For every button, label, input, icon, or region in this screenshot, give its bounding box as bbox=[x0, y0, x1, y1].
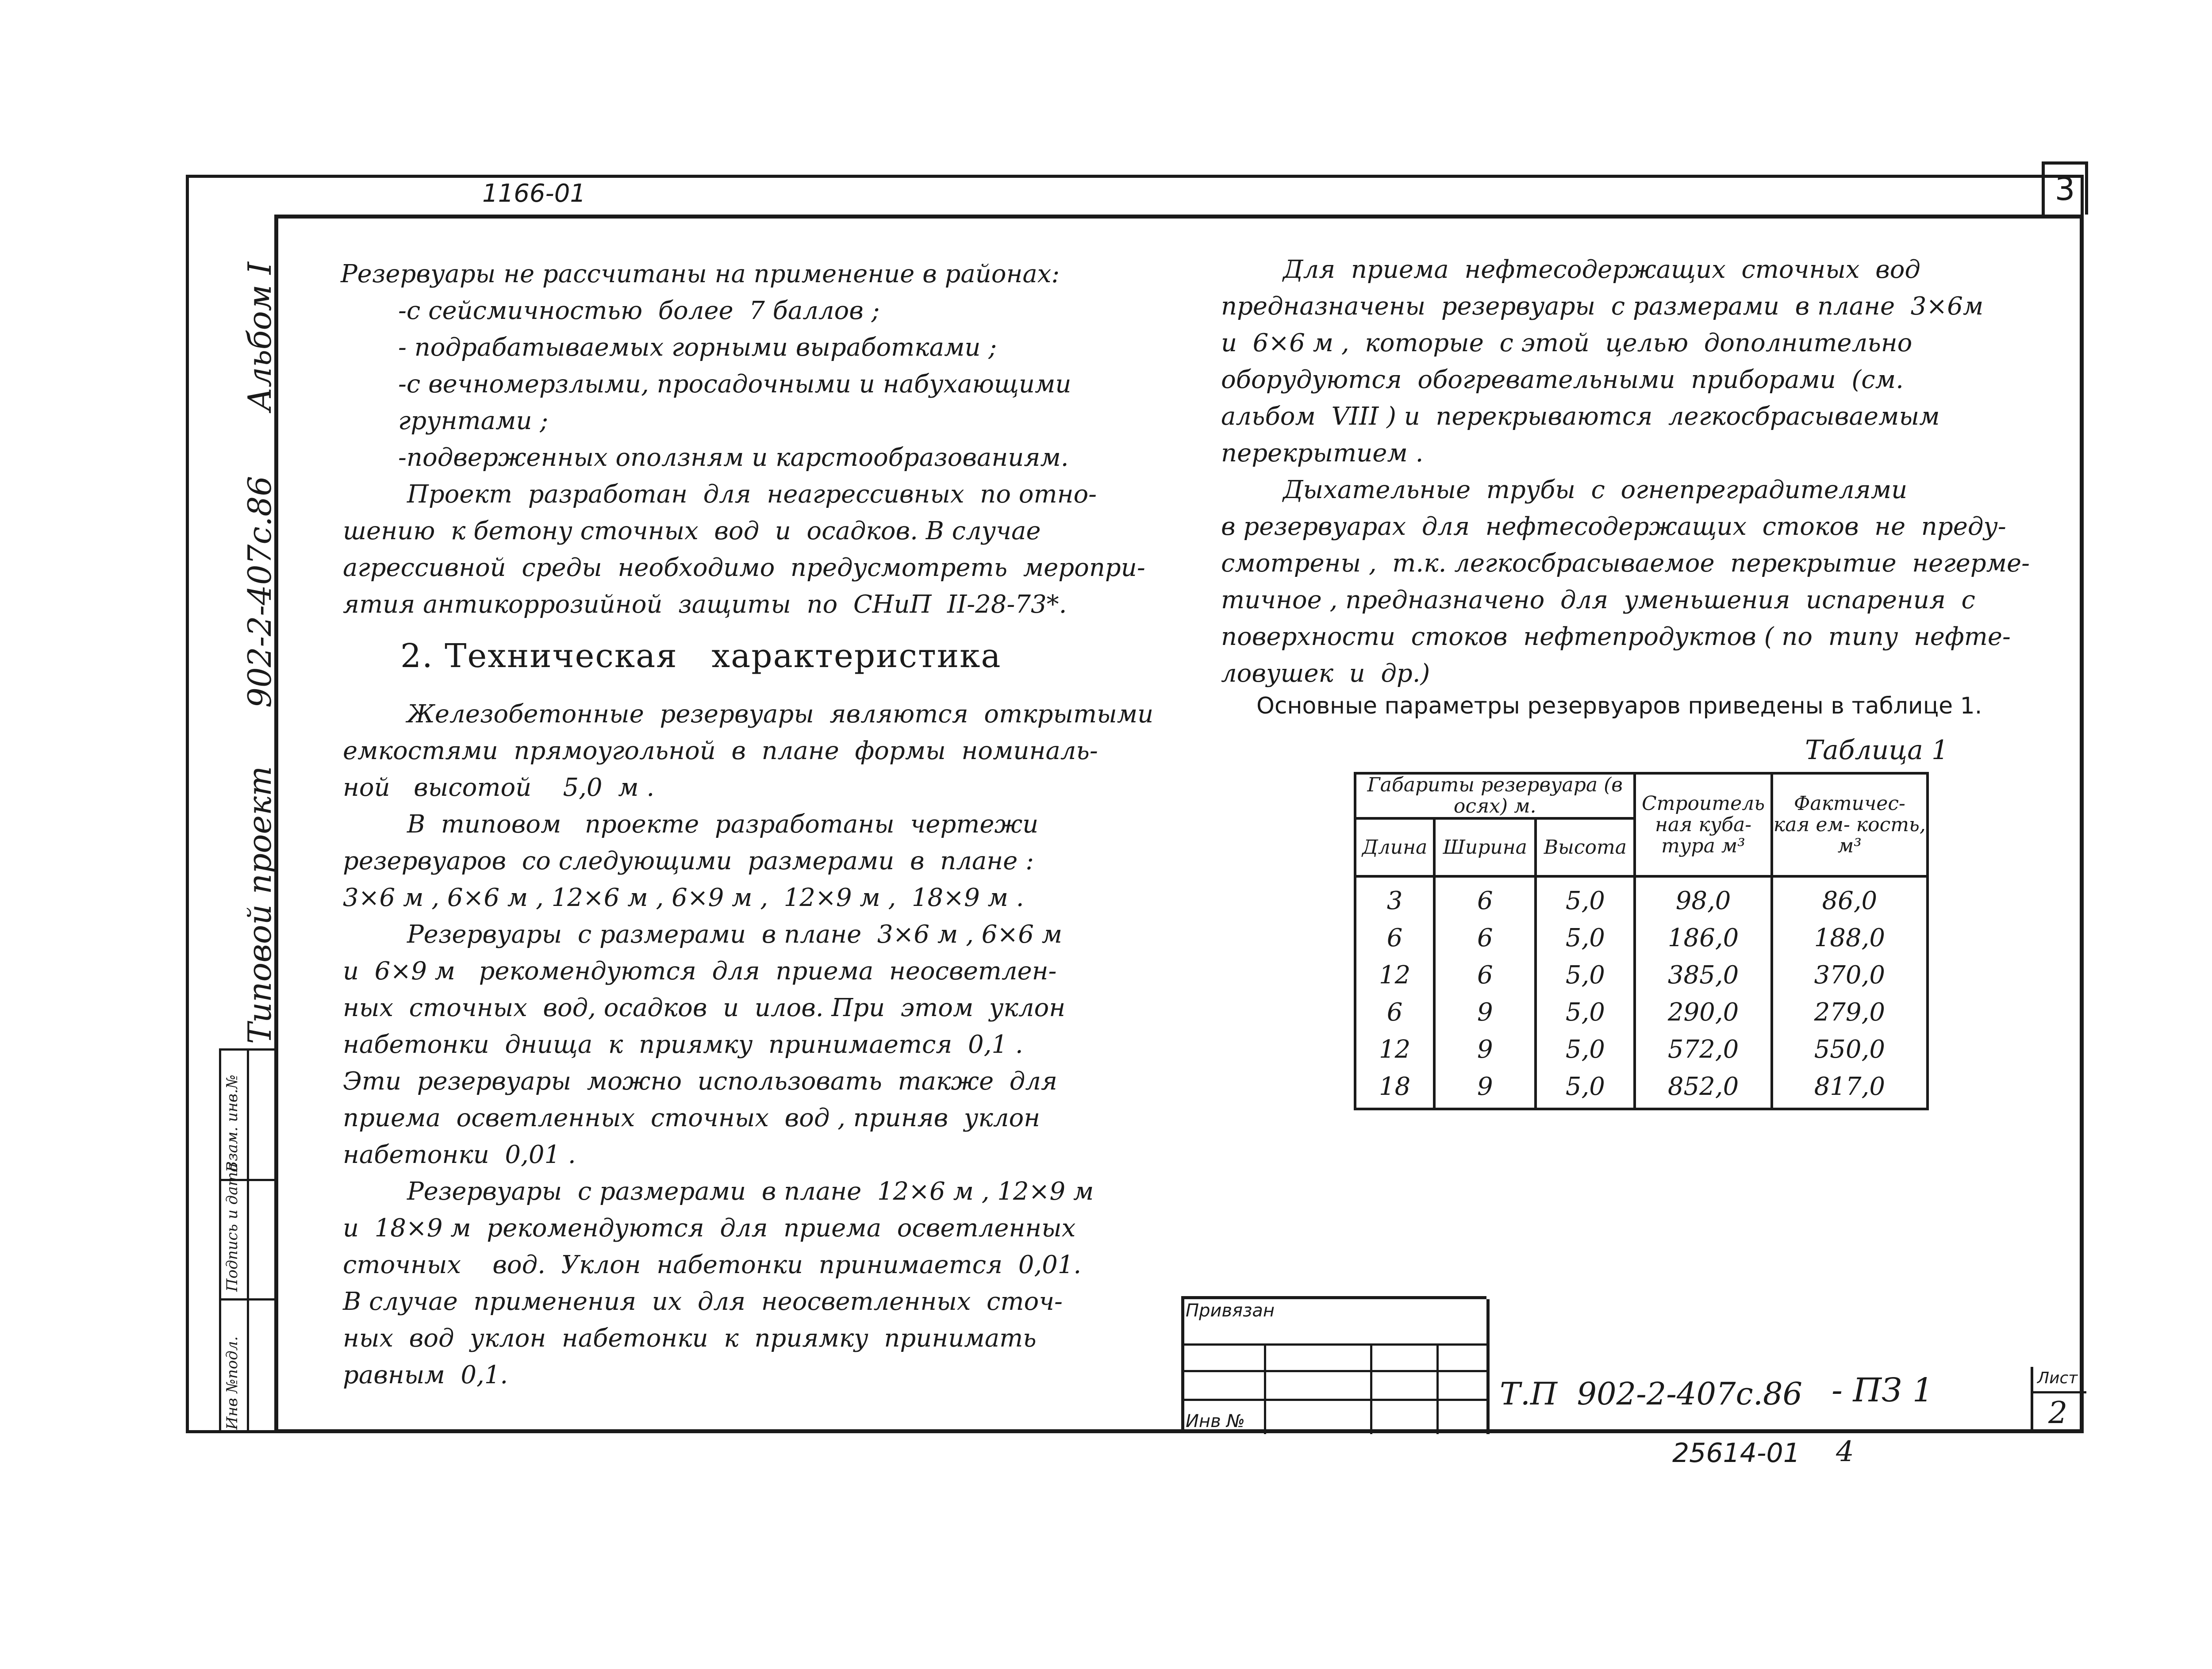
table-row bbox=[1355, 956, 1928, 994]
right-para2-line1: Дыхательные трубы с огнепреградителями bbox=[1283, 476, 1908, 504]
table-row bbox=[1355, 1031, 1928, 1068]
cell-volume: 852,0 bbox=[1635, 1068, 1771, 1109]
cell-width: 6 bbox=[1434, 876, 1536, 919]
sidebar-cell-signature: Подпись и дата bbox=[223, 1163, 241, 1292]
cell-width: 9 bbox=[1434, 1031, 1536, 1068]
parameters-table bbox=[1354, 772, 1929, 1110]
table-header-volume: Строитель ная куба- тура м³ bbox=[1635, 773, 1771, 876]
left-para1-line3: агрессивной среды необходимо предусмотреть меропри- bbox=[343, 553, 1145, 582]
left-para4-line1: Резервуары с размерами в плане 3×6 м , 6×6 м bbox=[407, 920, 1063, 949]
left-bullet-1: -с сейсмичностью более 7 баллов ; bbox=[398, 296, 880, 325]
right-para2-line6: ловушек и др.) bbox=[1221, 659, 1430, 688]
right-para1-line5: альбом VIII ) и перекрываются легкосбрасываемым bbox=[1221, 402, 1940, 431]
right-para2-line2: в резервуарах для нефтесодержащих стоков не преду- bbox=[1221, 512, 2006, 541]
cell-width: 6 bbox=[1434, 956, 1536, 994]
left-para4-line5: Эти резервуары можно использовать также для bbox=[343, 1067, 1058, 1096]
cell-capacity: 86,0 bbox=[1772, 876, 1928, 919]
left-bullet-2: - подрабатываемых горными выработками ; bbox=[398, 333, 997, 362]
stamp-bound-label: Привязан bbox=[1186, 1301, 1275, 1321]
left-bullet-5: -подверженных оползням и карстообразованиям. bbox=[398, 443, 1069, 472]
table-group-header: Габариты резервуара (в осях) м. bbox=[1355, 773, 1635, 818]
stamp-sheet-label: Лист bbox=[2037, 1369, 2078, 1387]
left-para5-line5: ных вод уклон набетонки к приямку принимать bbox=[343, 1324, 1037, 1353]
table-header-width: Ширина bbox=[1434, 818, 1536, 876]
cell-height: 5,0 bbox=[1536, 919, 1635, 956]
cell-length: 12 bbox=[1355, 956, 1434, 994]
cell-volume: 572,0 bbox=[1635, 1031, 1771, 1068]
right-para1-line2: предназначены резервуары с размерами в плане 3×6м bbox=[1221, 292, 1984, 321]
left-para4-line3: ных сточных вод, осадков и илов. При этом уклон bbox=[343, 994, 1066, 1022]
right-para1-line3: и 6×6 м , которые с этой целью дополнительно bbox=[1221, 329, 1912, 357]
sidebar-cell-inv: Инв №подл. bbox=[223, 1336, 241, 1430]
right-para2-line4: тичное , предназначено для уменьшения испарения с bbox=[1221, 586, 1975, 614]
sidebar-album: Альбом I bbox=[241, 262, 278, 411]
cell-height: 5,0 bbox=[1536, 994, 1635, 1031]
left-para2-line1: Железобетонные резервуары являются открытыми bbox=[407, 700, 1154, 729]
left-para4-line7: набетонки 0,01 . bbox=[343, 1140, 576, 1169]
section-heading: 2. Техническая характеристика bbox=[400, 637, 1002, 675]
left-para1-line2: шению к бетону сточных вод и осадков. В случае bbox=[343, 517, 1041, 545]
cell-capacity: 550,0 bbox=[1772, 1031, 1928, 1068]
left-para5-line1: Резервуары с размерами в плане 12×6 м , 12×9 м bbox=[407, 1177, 1094, 1206]
cell-height: 5,0 bbox=[1536, 1068, 1635, 1109]
left-para5-line2: и 18×9 м рекомендуются для приема осветленных bbox=[343, 1214, 1076, 1243]
table-row bbox=[1355, 876, 1928, 919]
left-para2-line2: емкостями прямоугольной в плане формы номиналь- bbox=[343, 737, 1098, 765]
left-para4-line4: набетонки днища к приямку принимается 0,1 . bbox=[343, 1030, 1023, 1059]
left-para2-line3: ной высотой 5,0 м . bbox=[343, 773, 655, 802]
cell-length: 18 bbox=[1355, 1068, 1434, 1109]
left-para5-line3: сточных вод. Уклон набетонки принимается 0,01. bbox=[343, 1251, 1082, 1279]
cell-volume: 385,0 bbox=[1635, 956, 1771, 994]
left-para1-line1: Проект разработан для неагрессивных по отно- bbox=[407, 480, 1097, 509]
right-para3: Основные параметры резервуаров приведены в таблице 1. bbox=[1256, 693, 1982, 719]
cell-capacity: 817,0 bbox=[1772, 1068, 1928, 1109]
cell-height: 5,0 bbox=[1536, 1031, 1635, 1068]
table-header-length: Длина bbox=[1355, 818, 1434, 876]
right-para1-line4: оборудуются обогревательными приборами (см. bbox=[1221, 365, 1904, 394]
table-caption: Таблица 1 bbox=[1805, 735, 1949, 766]
left-para3-line3: 3×6 м , 6×6 м , 12×6 м , 6×9 м , 12×9 м , 18×9 м . bbox=[343, 883, 1024, 912]
cell-capacity: 279,0 bbox=[1772, 994, 1928, 1031]
stamp-sheet-number: 2 bbox=[2048, 1396, 2068, 1431]
stamp-section: - ПЗ 1 bbox=[1832, 1371, 1933, 1409]
cell-capacity: 188,0 bbox=[1772, 919, 1928, 956]
left-bullet-3: -с вечномерзлыми, просадочными и набухающими bbox=[398, 370, 1071, 399]
table-header-capacity: Фактичес- кая ем- кость, м³ bbox=[1772, 773, 1928, 876]
sidebar-project-code: 902-2-407с.86 bbox=[241, 476, 278, 708]
left-bullet-4: грунтами ; bbox=[398, 407, 549, 435]
cell-height: 5,0 bbox=[1536, 876, 1635, 919]
left-para5-line6: равным 0,1. bbox=[343, 1361, 508, 1389]
sheet-corner-number: 3 bbox=[2042, 161, 2088, 215]
left-intro: Резервуары не рассчитаны на применение в районах: bbox=[341, 260, 1060, 288]
cell-length: 6 bbox=[1355, 994, 1434, 1031]
left-para3-line1: В типовом проекте разработаны чертежи bbox=[407, 810, 1039, 839]
cell-length: 6 bbox=[1355, 919, 1434, 956]
cell-width: 6 bbox=[1434, 919, 1536, 956]
cell-width: 9 bbox=[1434, 994, 1536, 1031]
doc-code: 1166-01 bbox=[482, 179, 586, 208]
table-row bbox=[1355, 994, 1928, 1031]
table-row bbox=[1355, 919, 1928, 956]
right-para1-line1: Для приема нефтесодержащих сточных вод bbox=[1283, 255, 1920, 284]
cell-volume: 186,0 bbox=[1635, 919, 1771, 956]
stamp-code: Т.П 902-2-407с.86 bbox=[1500, 1376, 1803, 1412]
cell-capacity: 370,0 bbox=[1772, 956, 1928, 994]
footer-order-code: 25614-01 bbox=[1672, 1438, 1800, 1469]
stamp-inv-label: Инв № bbox=[1186, 1411, 1245, 1431]
table-header-height: Высота bbox=[1536, 818, 1635, 876]
table-row bbox=[1355, 1068, 1928, 1109]
cell-width: 9 bbox=[1434, 1068, 1536, 1109]
left-para1-line4: ятия антикоррозийной защиты по СНиП II-28-73*. bbox=[343, 590, 1067, 619]
cell-length: 3 bbox=[1355, 876, 1434, 919]
cell-volume: 290,0 bbox=[1635, 994, 1771, 1031]
cell-volume: 98,0 bbox=[1635, 876, 1771, 919]
footer-page-mark: 4 bbox=[1836, 1435, 1854, 1468]
left-para4-line2: и 6×9 м рекомендуются для приема неосветлен- bbox=[343, 957, 1057, 986]
sidebar-project-type: Типовой проект bbox=[241, 766, 278, 1044]
left-para4-line6: приема осветленных сточных вод , приняв уклон bbox=[343, 1104, 1041, 1132]
sidebar-cell-replacement: Взам. инв.№ bbox=[223, 1074, 241, 1172]
left-para3-line2: резервуаров со следующими размерами в плане : bbox=[343, 847, 1034, 875]
cell-length: 12 bbox=[1355, 1031, 1434, 1068]
right-para2-line5: поверхности стоков нефтепродуктов ( по типу нефте- bbox=[1221, 622, 2011, 651]
left-para5-line4: В случае применения их для неосветленных сточ- bbox=[343, 1287, 1063, 1316]
cell-height: 5,0 bbox=[1536, 956, 1635, 994]
right-para2-line3: смотрены , т.к. легкосбрасываемое перекрытие негерме- bbox=[1221, 549, 2030, 578]
right-para1-line6: перекрытием . bbox=[1221, 439, 1424, 468]
